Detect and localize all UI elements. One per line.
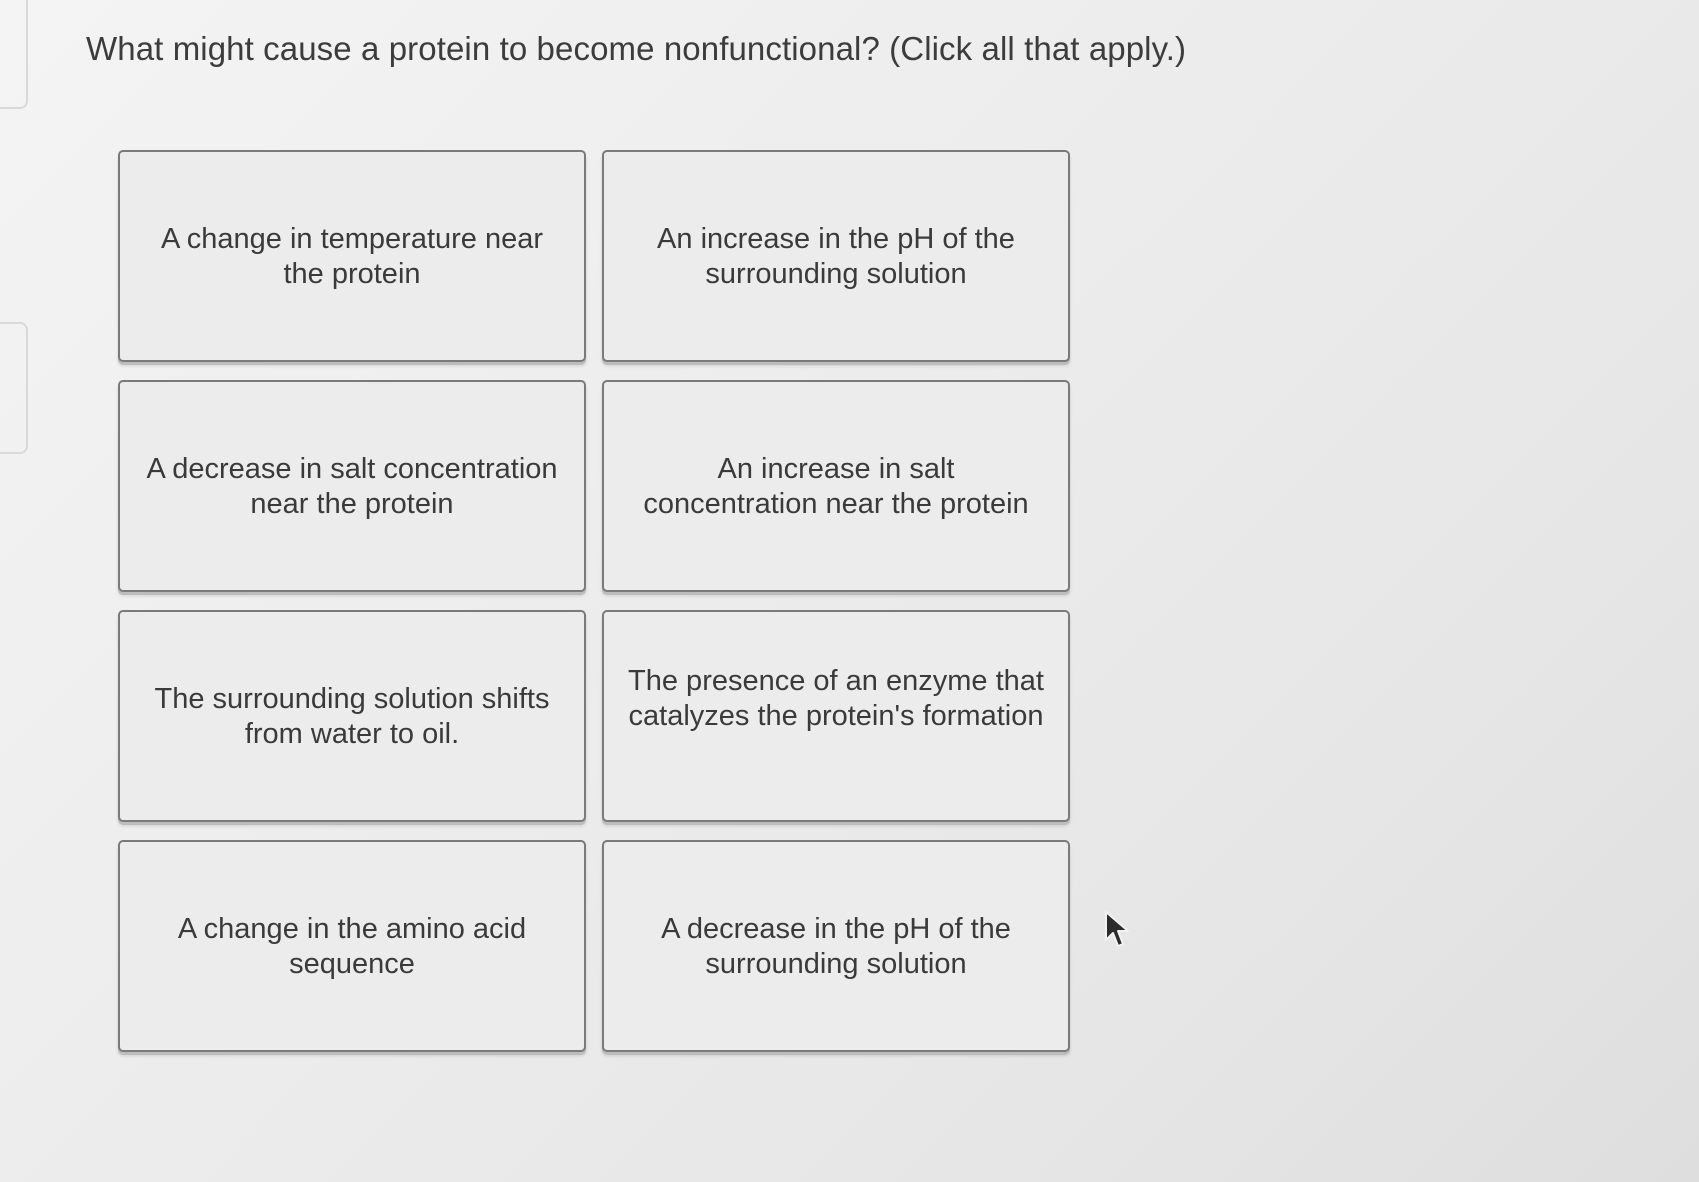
option-salt-increase[interactable] xyxy=(602,380,1070,592)
option-label: A decrease in salt concentration near the protein xyxy=(146,453,558,520)
option-ph-increase[interactable] xyxy=(602,150,1070,362)
mouse-pointer-icon xyxy=(1104,910,1130,950)
side-tab-top[interactable] xyxy=(0,0,28,109)
option-water-to-oil[interactable] xyxy=(118,610,586,822)
option-enzyme-presence[interactable] xyxy=(602,610,1070,822)
left-rail xyxy=(0,0,34,1182)
side-tab-middle[interactable] xyxy=(0,322,28,454)
answer-options-grid xyxy=(118,150,1070,1052)
question-prompt: What might cause a protein to become nonfunctional? (Click all that apply.) xyxy=(86,30,1187,67)
option-label: The presence of an enzyme that catalyzes the protein's formation xyxy=(628,665,1044,732)
option-label: A change in the amino acid sequence xyxy=(177,913,527,980)
option-label: The surrounding solution shifts from water to oil. xyxy=(154,683,550,750)
option-label: A decrease in the pH of the surrounding solution xyxy=(661,913,1011,980)
option-label: An increase in the pH of the surrounding solution xyxy=(657,223,1015,290)
option-salt-decrease[interactable] xyxy=(118,380,586,592)
option-label: An increase in salt concentration near the protein xyxy=(643,453,1029,520)
option-ph-decrease[interactable] xyxy=(602,840,1070,1052)
option-amino-acid-change[interactable] xyxy=(118,840,586,1052)
option-label: A change in temperature near the protein xyxy=(160,223,544,290)
option-temperature-change[interactable] xyxy=(118,150,586,362)
